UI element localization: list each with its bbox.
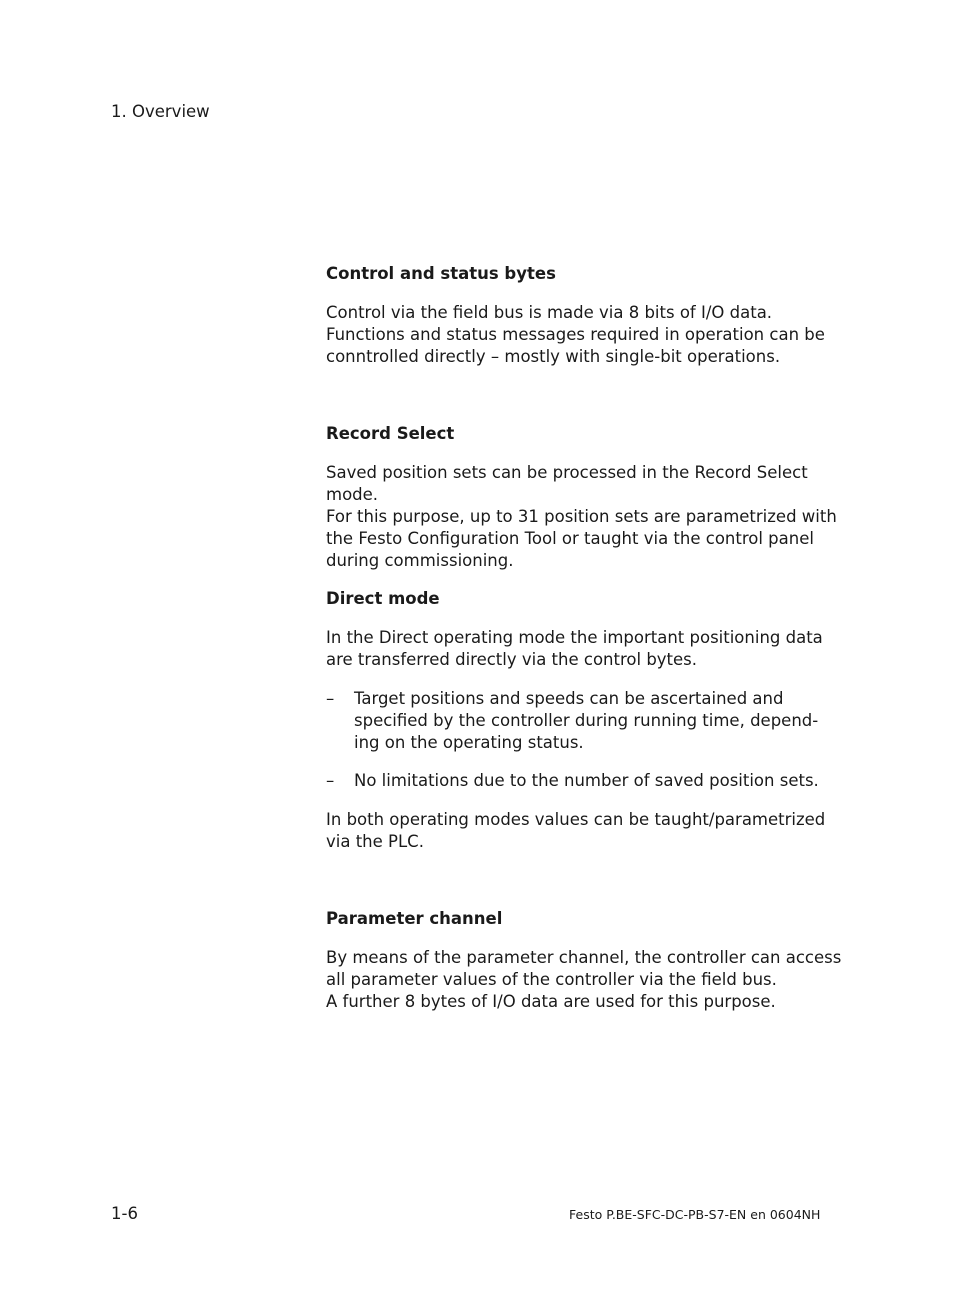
text-line: during commissioning. bbox=[326, 551, 514, 570]
bullet-dash: – bbox=[326, 771, 335, 790]
text-line: For this purpose, up to 31 position sets are parametrized with bbox=[326, 507, 837, 526]
text-line: ing on the operating status. bbox=[354, 733, 584, 752]
text-line: No limitations due to the number of saved position sets. bbox=[354, 771, 819, 790]
running-head: 1. Overview bbox=[111, 102, 210, 121]
text-line: A further 8 bytes of I/O data are used for this purpose. bbox=[326, 992, 776, 1011]
text-line: specified by the controller during running time, depend- bbox=[354, 711, 819, 730]
text-line: By means of the parameter channel, the controller can access bbox=[326, 948, 842, 967]
text-line: In both operating modes values can be taught/parametrized bbox=[326, 810, 826, 829]
text-line: conntrolled directly – mostly with single-bit operations. bbox=[326, 347, 781, 366]
document-reference: Festo P.BE-SFC-DC-PB-S7-EN en 0604NH bbox=[569, 1207, 821, 1222]
text-line: the Festo Configuration Tool or taught via the control panel bbox=[326, 529, 814, 548]
text-line: all parameter values of the controller via the field bus. bbox=[326, 970, 777, 989]
section-heading: Record Select bbox=[326, 424, 455, 443]
text-line: via the PLC. bbox=[326, 832, 424, 851]
section-heading: Parameter channel bbox=[326, 909, 503, 928]
paragraph bbox=[326, 947, 842, 1013]
paragraph bbox=[326, 627, 823, 671]
section-control-status-bytes bbox=[326, 263, 806, 285]
text-line: Functions and status messages required in operation can be bbox=[326, 325, 825, 344]
text-line: Target positions and speeds can be ascertained and bbox=[354, 689, 784, 708]
paragraph bbox=[326, 462, 837, 572]
text-line: Saved position sets can be processed in the Record Select bbox=[326, 463, 808, 482]
section-direct-mode bbox=[326, 588, 806, 610]
page-number: 1-6 bbox=[111, 1204, 138, 1223]
section-record-select bbox=[326, 423, 806, 445]
section-heading: Control and status bytes bbox=[326, 264, 556, 283]
text-line: In the Direct operating mode the important positioning data bbox=[326, 628, 823, 647]
paragraph bbox=[326, 302, 825, 368]
paragraph bbox=[326, 809, 826, 853]
section-parameter-channel bbox=[326, 908, 806, 930]
text-line: are transferred directly via the control bytes. bbox=[326, 650, 698, 669]
text-line: Control via the field bus is made via 8 bits of I/O data. bbox=[326, 303, 773, 322]
text-line: mode. bbox=[326, 485, 379, 504]
bullet-dash: – bbox=[326, 689, 335, 708]
section-heading: Direct mode bbox=[326, 589, 440, 608]
